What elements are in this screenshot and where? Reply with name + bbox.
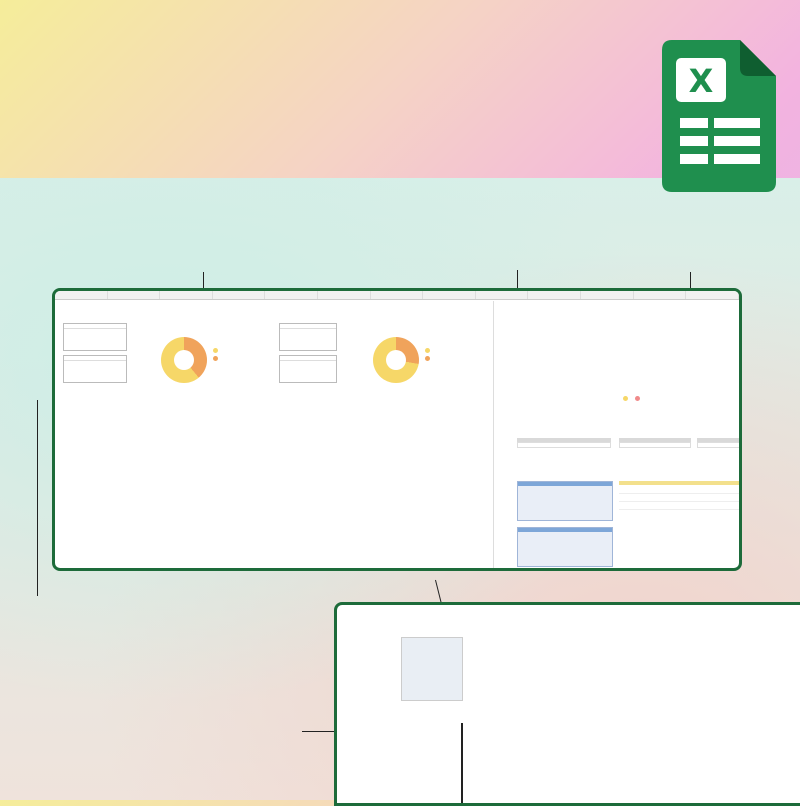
status-bar-chart — [483, 643, 723, 707]
call-card — [517, 481, 613, 521]
sorting-select[interactable] — [619, 438, 691, 448]
kpi-total-unanswered — [279, 355, 337, 383]
call-log-sheet — [52, 288, 742, 571]
annotation-line — [37, 586, 38, 596]
column-headers — [55, 291, 739, 300]
annotation-line — [37, 400, 38, 586]
excel-icon — [662, 40, 776, 192]
divider — [493, 301, 494, 571]
overall-progress — [401, 637, 463, 701]
today-legend — [213, 347, 220, 363]
call-card — [517, 527, 613, 567]
annotation-marker — [461, 723, 463, 806]
display-select[interactable] — [697, 438, 742, 448]
total-legend — [425, 347, 432, 363]
client-call-table — [619, 481, 742, 510]
week-legend — [623, 395, 642, 403]
client-list-sheet — [334, 602, 800, 806]
svg-text:X: X — [688, 62, 714, 100]
today-donut-chart — [161, 337, 207, 383]
kpi-today-answered — [63, 323, 127, 351]
kpi-total-answered — [279, 323, 337, 351]
kpi-today-unanswered — [63, 355, 127, 383]
filter-client[interactable] — [517, 438, 611, 448]
total-donut-chart — [373, 337, 419, 383]
